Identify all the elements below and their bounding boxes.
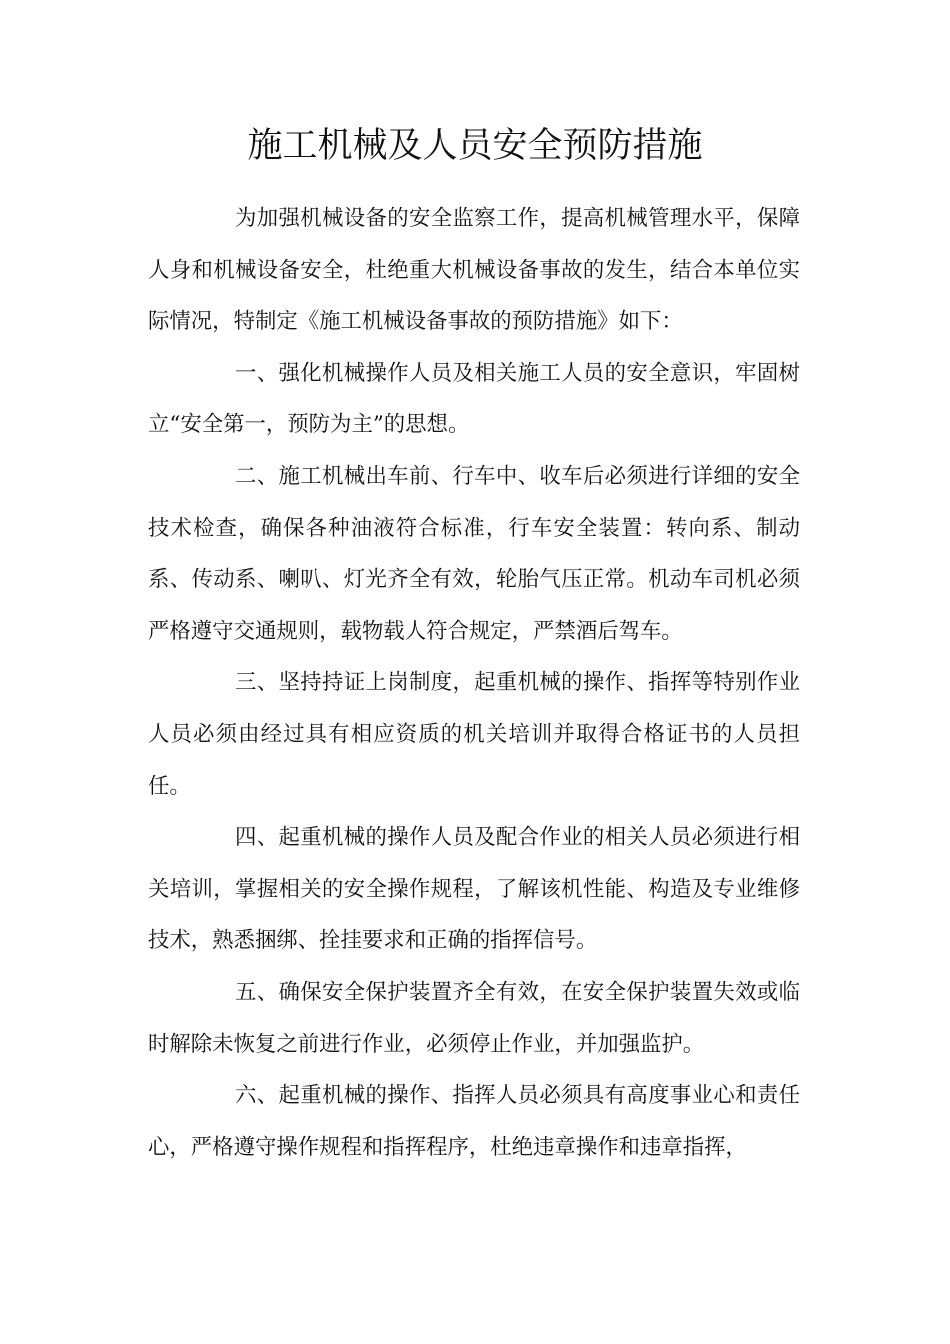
paragraph-1: 一、强化机械操作人员及相关施工人员的安全意识，牢固树立“安全第一，预防为主”的思想。 <box>148 360 800 438</box>
paragraph-4: 四、起重机械的操作人员及配合作业的相关人员必须进行相关培训，掌握相关的安全操作规程，了解该机性能、构造及专业维修技术，熟悉捆绑、拴挂要求和正确的指挥信号。 <box>148 825 800 954</box>
document-body <box>148 193 800 1173</box>
paragraph-intro: 为加强机械设备的安全监察工作，提高机械管理水平，保障人身和机械设备安全，杜绝重大机械设备事故的发生，结合本单位实际情况，特制定《施工机械设备事故的预防措施》如下： <box>148 206 800 335</box>
paragraph-2: 二、施工机械出车前、行车中、收车后必须进行详细的安全技术检查，确保各种油液符合标准，行车安全装置：转向系、制动系、传动系、喇叭、灯光齐全有效，轮胎气压正常。机动车司机必须严格遵守交通规则，载物载人符合规定，严禁酒后驾车。 <box>148 463 800 644</box>
paragraph-6: 六、起重机械的操作、指挥人员必须具有高度事业心和责任心，严格遵守操作规程和指挥程序，杜绝违章操作和违章指挥， <box>148 1083 800 1160</box>
paragraph-5: 五、确保安全保护装置齐全有效，在安全保护装置失效或临时解除未恢复之前进行作业，必须停止作业，并加强监护。 <box>148 979 800 1057</box>
document-title: 施工机械及人员安全预防措施 <box>247 126 703 166</box>
paragraph-3: 三、坚持持证上岗制度，起重机械的操作、指挥等特别作业人员必须由经过具有相应资质的机关培训并取得合格证书的人员担任。 <box>148 670 800 799</box>
